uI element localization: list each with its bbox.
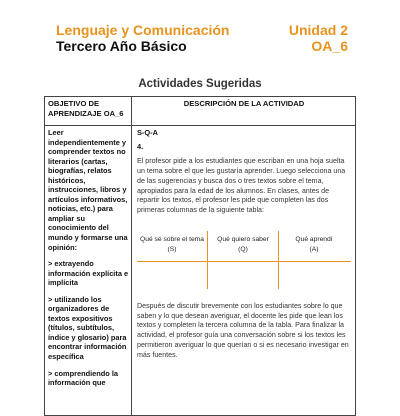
grade-title: Tercero Año Básico [56,38,187,54]
unit-label: Unidad 2 [288,22,348,38]
header-row-2 [0,38,400,54]
kwl-col-a-letter: (A) [309,245,319,253]
objective-bullet-3: > comprendiendo la información que [48,368,119,388]
kwl-col-a [279,235,349,254]
activity-cell [137,128,351,359]
header-divider [45,125,355,126]
activity-name: S-Q-A [137,128,158,137]
activity-paragraph-2: Después de discutir brevemente con los estudiantes sobre lo que saben y lo que desean averiguar, el docente les pide que lean los textos y completen la tercera columna de la tabla. Para finalizar la actividad, el profesor guía una conversación sobre si los textos les permitieron averiguar lo que querían o si es necesario investigar en más fuentes. [137,302,349,359]
oa-label: OA_6 [311,38,348,54]
kwl-col-s-letter: (S) [167,245,177,253]
kwl-col-q-label: Qué quiero saber [217,236,269,243]
kwl-col-s-label: Qué sé sobre el tema [140,236,204,243]
objective-bullet-1: > extrayendo información explícita e implícita [48,259,129,288]
objective-main: Leer independientemente y comprender textos no literarios (cartas, biografías, relatos históricos, instrucciones, libros y artículos informativos, noticias, etc.) para ampliar su conocimiento del mundo y formarse una opinión: [48,128,128,252]
header-row-1 [0,22,400,38]
kwl-col-s [137,235,207,254]
objective-cell [48,128,129,395]
kwl-col-a-label: Qué aprendí [295,236,333,243]
activity-table [44,96,356,416]
subject-title: Lenguaje y Comunicación [56,22,230,38]
activity-number: 4. [137,141,144,151]
kwl-col-q [208,235,278,254]
activity-paragraph-1: El profesor pide a los estudiantes que escriban en una hoja suelta un tema sobre el que les gustaría aprender. Luego selecciona una de las sugerencias y busca dos o tres textos sobre el tema, apropiados para la edad de los alumnos. En clases, antes de repartir los textos, el profesor les pide que completen las dos primeras columnas de la siguiente tabla: [137,157,346,214]
column-divider [131,97,132,415]
kwl-table [137,231,351,289]
section-title: Actividades Sugeridas [138,78,262,90]
objective-bullet-2: > utilizando los organizadores de textos expositivos (títulos, subtítulos, índice y glosario) para encontrar información específica [48,294,127,362]
kwl-header-line [137,261,351,262]
kwl-col-q-letter: (Q) [238,245,248,253]
col2-header: DESCRIPCIÓN DE LA ACTIVIDAD [183,99,305,108]
col1-header: OBJETIVO DE APRENDIZAJE OA_6 [48,99,124,118]
